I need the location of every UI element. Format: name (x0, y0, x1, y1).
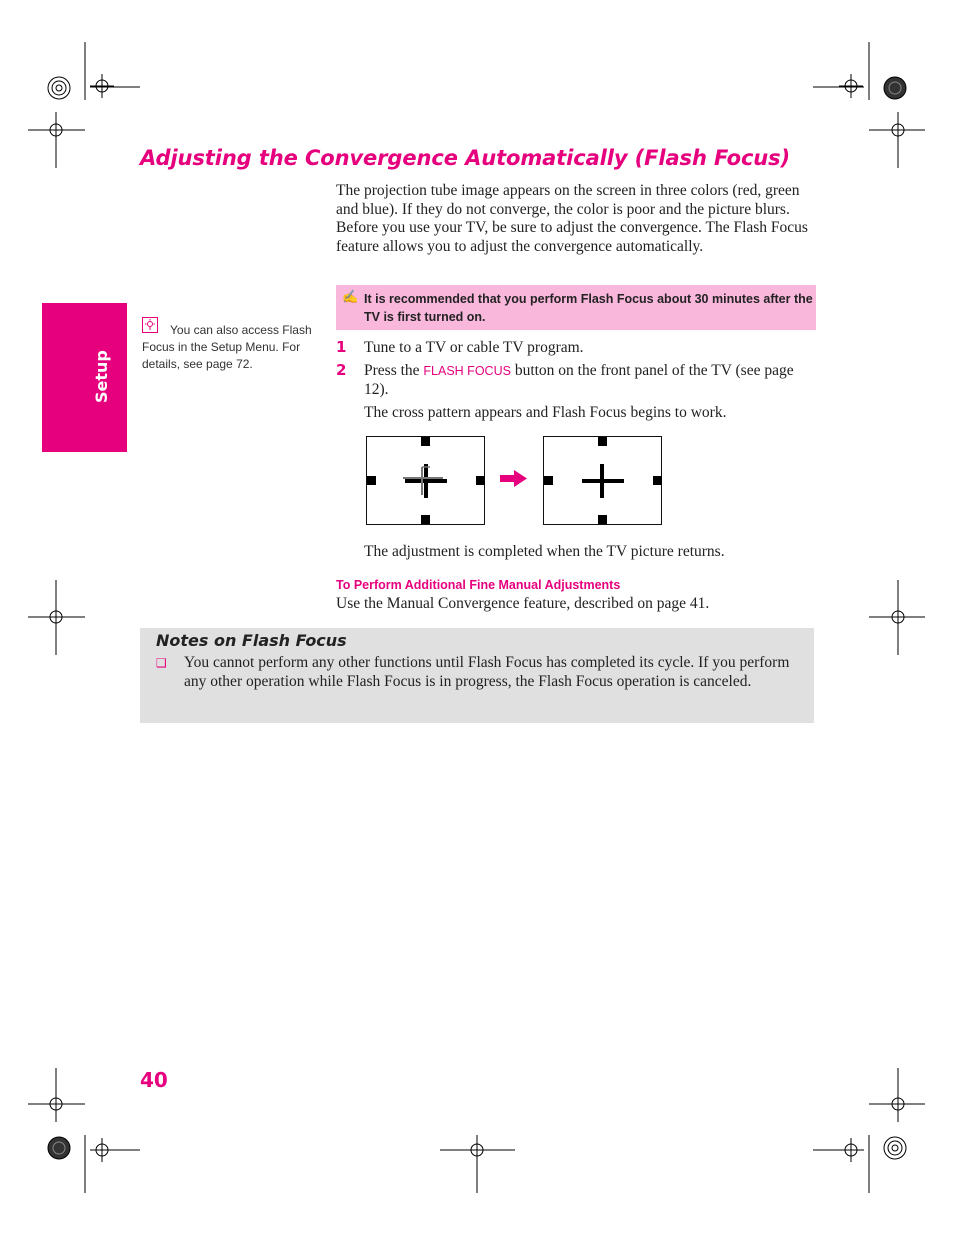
tip-text: You can also access Flash Focus in the Setup Menu. For details, see page 72. (142, 323, 312, 371)
right-arrow-icon (500, 470, 528, 488)
section-tab-label: Setup (92, 350, 111, 403)
note-box (336, 285, 816, 330)
section-tab (42, 303, 127, 452)
checkbox-bullet-icon: ❑ (156, 656, 167, 670)
screen-before (366, 436, 485, 525)
page-title: Adjusting the Convergence Automatically (Flash Focus) (140, 146, 791, 170)
step-number: 2 (336, 361, 347, 379)
aligned-cross (580, 461, 628, 501)
notes-heading: Notes on Flash Focus (156, 631, 347, 650)
intro-paragraph: The projection tube image appears on the screen in three colors (red, green and blue). If they do not converge, the color is poor and the picture blurs. Before you use your TV, be sure to adjust the convergence. The Flash Focus feature allows you to adjust the convergence automatically. (336, 182, 808, 255)
notes-item: You cannot perform any other functions until Flash Focus has completed its cycle. If you perform any other operation while Flash Focus is in progress, the Flash Focus operation is canceled. (184, 654, 790, 690)
completion-text: The adjustment is completed when the TV picture returns. (364, 543, 725, 560)
misaligned-cross (397, 461, 457, 501)
note-text: It is recommended that you perform Flash Focus about 30 minutes after the TV is first turned on. (364, 292, 813, 324)
step-text-before: Press the (364, 362, 424, 379)
flash-focus-button-name: FLASH FOCUS (423, 364, 511, 378)
step-text: Tune to a TV or cable TV program. (364, 339, 584, 356)
notes-box (140, 628, 814, 723)
pencil-note-icon: ✍ (342, 289, 359, 304)
step-number: 1 (336, 338, 347, 356)
step-text-after: button on the front panel of the TV (see page 12). (364, 362, 794, 398)
fine-adjust-heading: To Perform Additional Fine Manual Adjustments (336, 578, 621, 592)
page-number: 40 (140, 1068, 168, 1092)
step-text (364, 362, 794, 399)
screen-after (543, 436, 662, 525)
step-followup: The cross pattern appears and Flash Focus begins to work. (364, 404, 727, 421)
fine-adjust-text: Use the Manual Convergence feature, described on page 41. (336, 595, 710, 612)
